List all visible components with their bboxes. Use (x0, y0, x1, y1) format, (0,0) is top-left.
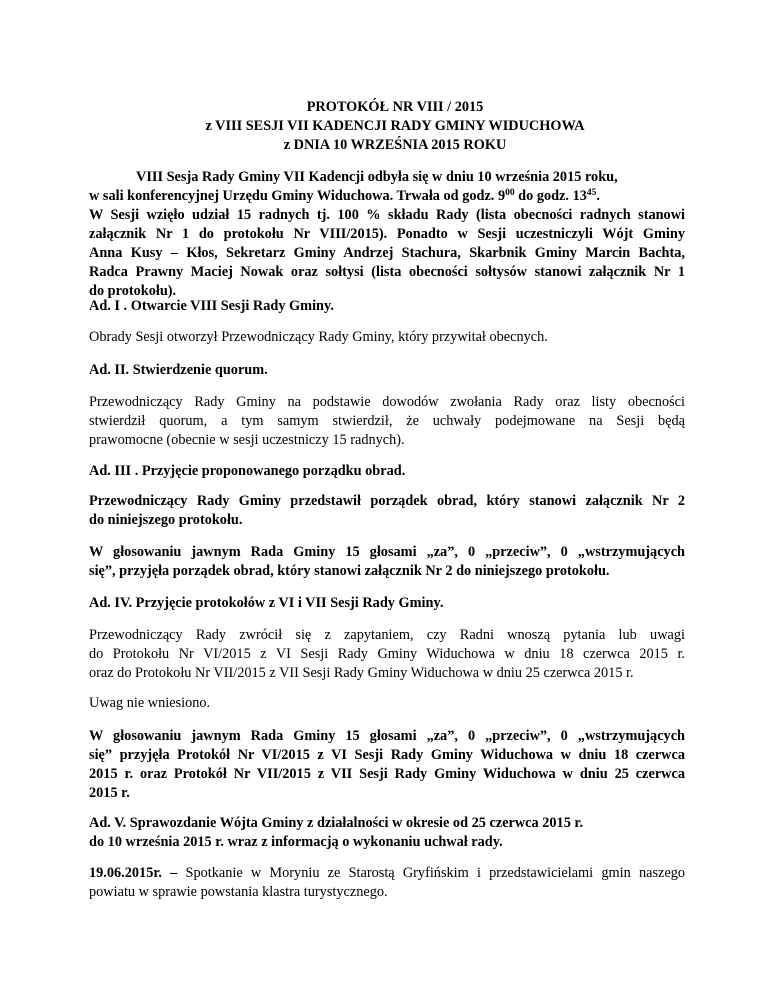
ad4-vote: W głosowaniu jawnym Rada Gminy 15 głosami „za”, 0 „przeciw”, 0 „wstrzymujących się” przyjęła Protokół Nr VI/2015 z VI Sesji Rady Gminy Widuchowa w dniu 18 czerwca 2015 r. oraz Protokół Nr VII/2015 z VII Sesji Rady Gminy Widuchowa w dniu 25 czerwca 2015 r. (89, 728, 685, 801)
ad5-entry: 19.06.2015r. – Spotkanie w Moryniu ze Starostą Gryfińskim i przedstawicielami gmin naszego powiatu w sprawie powstania klastra turystycznego. (89, 865, 685, 900)
ad4-heading: Ad. IV. Przyjęcie protokołów z VI i VII Sesji Rady Gminy. (89, 595, 444, 611)
ad3-vote: W głosowaniu jawnym Rada Gminy 15 głosami „za”, 0 „przeciw”, 0 „wstrzymujących się”, przyjęła porządek obrad, który stanowi załącznik Nr 2 do niniejszego protokołu. (89, 544, 685, 579)
ad4-no-remarks: Uwag nie wniesiono. (89, 695, 211, 711)
ad1-text: Obrady Sesji otworzył Przewodniczący Rady Gminy, który przywitał obecnych. (89, 329, 548, 345)
ad4-paragraph-1: Przewodniczący Rady zwrócił się z zapytaniem, czy Radni wnoszą pytania lub uwagi do Protokołu Nr VI/2015 z VI Sesji Rady Gminy Widuchowa w dniu 18 czerwca 2015 r. oraz do Protokołu Nr VII/2015 z VII Sesji Rady Gminy Widuchowa w dniu 25 czerwca 2015 r. (89, 627, 685, 681)
ad2-text: Przewodniczący Rady Gminy na podstawie dowodów zwołania Rady oraz listy obecności stwierdził quorum, a tym samym stwierdził, że uchwały podejmowane na Sesji będą prawomocne (obecnie w sesji uczestniczy 15 radnych). (89, 394, 685, 448)
date-line: z DNIA 10 WRZEŚNIA 2015 ROKU (283, 137, 507, 153)
intro-paragraph: VIII Sesja Rady Gminy VII Kadencji odbyła się w dniu 10 września 2015 roku, w sali konferencyjnej Urzędu Gminy Widuchowa. Trwała od godz. $9^{00}$ do godz. $13^{45}$. W Sesji wzięło udział 15 radnych tj. 100 % składu Rady (lista obecności radnych stanowi załącznik Nr 1 do protokołu Nr VIII/2015). Ponadto w Sesji uczestniczyli Wójt Gminy Anna Kusy – Kłos, Sekretarz Gminy Andrzej Stachura, Skarbnik Gminy Marcin Bachta, Radca Prawny Maciej Nowak oraz sołtysi (lista obecności sołtysów stanowi załącznik Nr 1 do protokołu). (89, 169, 685, 299)
ad5-heading: Ad. V. Sprawozdanie Wójta Gminy z działalności w okresie od 25 czerwca 2015 r. do 10 września 2015 r. wraz z informacją o wykonaniu uchwał rady. (89, 815, 584, 850)
protocol-title: PROTOKÓŁ NR VIII / 2015 (306, 99, 484, 115)
ad1-heading: Ad. I . Otwarcie VIII Sesji Rady Gminy. (89, 298, 334, 314)
entry-date: 19.06.2015r. – (89, 865, 186, 881)
protocol-header (0, 98, 768, 155)
ad2-heading: Ad. II. Stwierdzenie quorum. (89, 362, 268, 378)
ad3-paragraph-1: Przewodniczący Rady Gminy przedstawił porządek obrad, który stanowi załącznik Nr 2 do niniejszego protokołu. (89, 493, 685, 528)
session-line: z VIII SESJI VII KADENCJI RADY GMINY WIDUCHOWA (205, 118, 585, 134)
ad3-heading: Ad. III . Przyjęcie proponowanego porządku obrad. (89, 463, 406, 479)
